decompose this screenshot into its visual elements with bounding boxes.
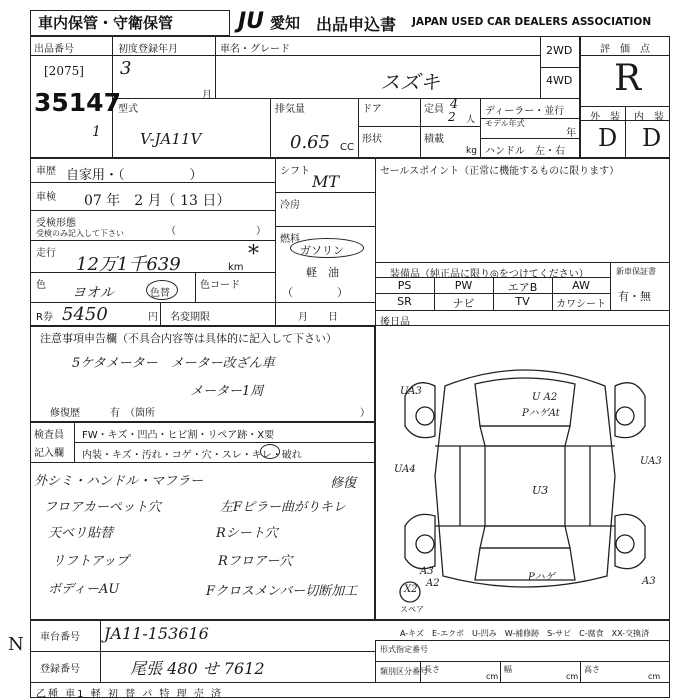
spare-label: スペア xyxy=(400,605,424,614)
rating-label: 評 価 点 xyxy=(600,44,650,55)
corner-mark: N xyxy=(8,634,24,655)
interior-value: D xyxy=(642,124,662,152)
notes-line2: メーター1周 xyxy=(190,384,264,399)
recycle-label: R券 xyxy=(36,312,53,323)
mark-circle xyxy=(260,444,280,459)
model-year-label: モデル年式 xyxy=(485,119,525,128)
car-name-label: 車名・グレード xyxy=(220,44,290,55)
damage-legend: A-キズ E-エクボ U-凹み W-補修跡 S-サビ C-腐食 XX-交換済 xyxy=(400,629,650,638)
load-label: 積載 xyxy=(424,134,444,145)
reg-value: 尾張 480 せ 7612 xyxy=(130,659,265,678)
equip-ps: PS xyxy=(397,279,412,292)
year-unit: 年 xyxy=(566,128,576,139)
wheel-rf xyxy=(616,407,634,425)
mark-ua3-front: UA3 xyxy=(400,386,422,397)
lot-bracket: [2075] xyxy=(44,64,84,78)
equip-tv: TV xyxy=(515,295,530,308)
width-label: 幅 xyxy=(504,665,512,674)
mark-ua3-right: UA3 xyxy=(640,456,662,467)
repair-close: ） xyxy=(360,408,370,419)
roof xyxy=(485,446,565,526)
repair-value: 有 （箇所 xyxy=(110,408,155,419)
windshield xyxy=(480,426,570,446)
inspector-line8: Rフロアー穴 xyxy=(218,554,293,569)
inspector-line5: 天ベリ貼替 xyxy=(48,526,114,541)
class-label: 類別区分番号 xyxy=(380,667,428,676)
notes-header: 注意事項申告欄（不具合内容等は具体的に記入して下さい） xyxy=(40,332,337,345)
car-name-value: スズキ xyxy=(380,70,440,94)
km-unit: km xyxy=(228,262,244,273)
equip-airbag: エアB xyxy=(507,281,538,294)
after-label: 後日品 xyxy=(380,317,410,328)
wheel-lr xyxy=(416,535,434,553)
shift-value: MT xyxy=(312,172,340,191)
history-value: 自家用・（ ） xyxy=(66,168,203,183)
inspector-line3: フロアカーペット穴 xyxy=(44,500,161,515)
month-unit: 月 xyxy=(202,90,212,101)
bottom-row: 乙種 車1 軽 初 替 パ 特 理 売 済 xyxy=(36,689,223,700)
chassis-value: JA11-153616 xyxy=(104,624,209,643)
association-name: JAPAN USED CAR DEALERS ASSOCIATION xyxy=(412,16,652,28)
displacement-label: 排気量 xyxy=(275,104,305,115)
lot-mark: 1 xyxy=(92,124,101,140)
fuel-gas: ガソリン xyxy=(300,244,344,257)
receive-paren: （ ） xyxy=(166,226,266,237)
history-label: 車歴 xyxy=(36,166,56,177)
legend-exterior: FW・キズ・凹凸・ヒビ割・リペア跡・X要 xyxy=(82,430,275,441)
right-rear-side xyxy=(615,514,645,568)
inspector-line10: Fクロスメンバー切断加工 xyxy=(206,584,358,599)
width-cm: cm xyxy=(566,672,579,681)
fuel-label: 燃料 xyxy=(280,234,300,245)
color-label: 色 xyxy=(36,280,46,291)
inspector-line2: 修復 xyxy=(330,476,357,491)
model-label: 型式 xyxy=(118,104,138,115)
new-car-value: 有・無 xyxy=(618,290,651,303)
dealer-label: ディーラー・並行 xyxy=(485,106,565,117)
color-value: ヨオル xyxy=(72,285,114,301)
mileage-value: 12万1千639 xyxy=(76,254,181,275)
left-rear-side xyxy=(405,514,435,568)
rear-window xyxy=(480,526,570,548)
first-reg-label: 初度登録年月 xyxy=(118,44,178,55)
new-car-label: 新車保証書 xyxy=(616,267,656,276)
recycle-value: 5450 xyxy=(62,304,108,325)
inspector-line1: 外シミ・ハンドル・マフラー xyxy=(34,474,204,489)
tailgate xyxy=(475,548,575,580)
inspector-line9: ボディーAU xyxy=(48,582,120,597)
wheel-rr xyxy=(616,535,634,553)
fuel-paren: （ ） xyxy=(282,286,348,299)
inspection-value: 07 年 2 月（ 13 日） xyxy=(84,193,231,209)
mark-a3-left: A3 xyxy=(420,566,434,577)
storage-label: 車内保管・守衛保管 xyxy=(38,14,174,32)
kg-unit: kg xyxy=(466,146,477,156)
mileage-label: 走行 xyxy=(36,248,56,259)
mark-a3-right: A3 xyxy=(642,576,656,587)
ac-label: 冷房 xyxy=(280,200,300,211)
equipment-header: 装備品（純正品に限り◎をつけてください） xyxy=(390,269,589,280)
spec-label: 形式指定番号 xyxy=(380,645,428,654)
fuel-diesel: 軽 油 xyxy=(306,266,339,279)
legend-interior: 内装・キズ・汚れ・コゲ・穴・スレ・キレ・破れ xyxy=(82,450,302,461)
inspector-line7: リフトアップ xyxy=(52,554,129,569)
length-label: 長さ xyxy=(424,665,440,674)
model-value: V-JA11V xyxy=(140,130,202,148)
car-body-outline xyxy=(435,370,615,587)
cc-unit: CC xyxy=(340,142,354,153)
reg-label: 登録番号 xyxy=(40,664,80,675)
drive-2wd: 2WD xyxy=(546,44,573,57)
handle-label: ハンドル 左・右 xyxy=(485,146,565,157)
mileage-star: * xyxy=(248,242,259,267)
inspection-label: 車検 xyxy=(36,192,56,203)
mark-a2-left: A2 xyxy=(426,578,440,589)
equip-navi: ナビ xyxy=(452,297,475,310)
color-code-label: 色コード xyxy=(200,280,240,291)
displacement-value: 0.65 xyxy=(290,132,331,153)
height-label: 高さ xyxy=(584,665,600,674)
receive-label: 受検形態 xyxy=(36,218,76,229)
name-change-label: 名変期限 xyxy=(170,312,210,323)
right-front-side xyxy=(615,383,645,438)
equip-pw: PW xyxy=(454,279,473,292)
brand-name: 愛知 xyxy=(270,14,301,32)
name-change-units: 月 日 xyxy=(298,312,338,323)
notes-line1: 5ケタメーター メーター改ざん車 xyxy=(72,356,275,371)
first-reg-value: 3 xyxy=(120,58,132,79)
chassis-label: 車台番号 xyxy=(40,632,80,643)
length-cm: cm xyxy=(486,672,499,681)
inspector-label2: 記入欄 xyxy=(34,448,64,459)
wheel-lf xyxy=(416,407,434,425)
ju-logo: JU xyxy=(238,9,265,34)
capacity-value-top: 4 xyxy=(450,97,459,112)
receive-note: 受検のみ記入して下さい xyxy=(36,229,124,238)
equip-aw: AW xyxy=(572,279,590,292)
capacity-unit: 人 xyxy=(466,115,476,125)
equip-leather-seat: カワシート xyxy=(556,299,606,310)
inspector-line4: 左Fピラー曲がりキレ xyxy=(220,500,346,515)
rating-value: R xyxy=(614,58,642,99)
capacity-label: 定員 xyxy=(424,104,444,115)
mark-phage-rear: Pハゲ xyxy=(528,572,555,583)
exterior-value: D xyxy=(598,124,618,152)
mark-phage-hood: PハゲAt xyxy=(522,408,560,419)
interior-label: 内 装 xyxy=(634,112,664,123)
inspector-line6: Rシート穴 xyxy=(216,526,278,541)
door-label: ドア xyxy=(362,104,382,115)
capacity-value: 2 xyxy=(448,110,456,124)
yen-unit: 円 xyxy=(148,312,158,323)
height-cm: cm xyxy=(648,672,661,681)
form-title: 出品申込書 xyxy=(316,15,397,34)
equip-sr: SR xyxy=(397,295,412,308)
lot-label: 出品番号 xyxy=(34,44,74,55)
drive-4wd: 4WD xyxy=(546,74,573,87)
lot-number: 35147 xyxy=(34,88,121,117)
shift-label: シフト xyxy=(280,166,310,177)
mark-ua2-hood: U A2 xyxy=(532,392,558,403)
exterior-label: 外 装 xyxy=(590,112,620,123)
mark-x2-spare: X2 xyxy=(404,584,418,595)
repair-label: 修復歴 xyxy=(50,408,80,419)
mark-ua4: UA4 xyxy=(394,464,416,475)
inspector-label: 検査員 xyxy=(34,430,64,441)
sales-point-label: セールスポイント（正常に機能するものに限ります） xyxy=(380,166,620,177)
mark-u3-roof: U3 xyxy=(532,484,549,497)
color-change-label: 色替 xyxy=(150,288,170,299)
shape-label: 形状 xyxy=(362,134,382,145)
